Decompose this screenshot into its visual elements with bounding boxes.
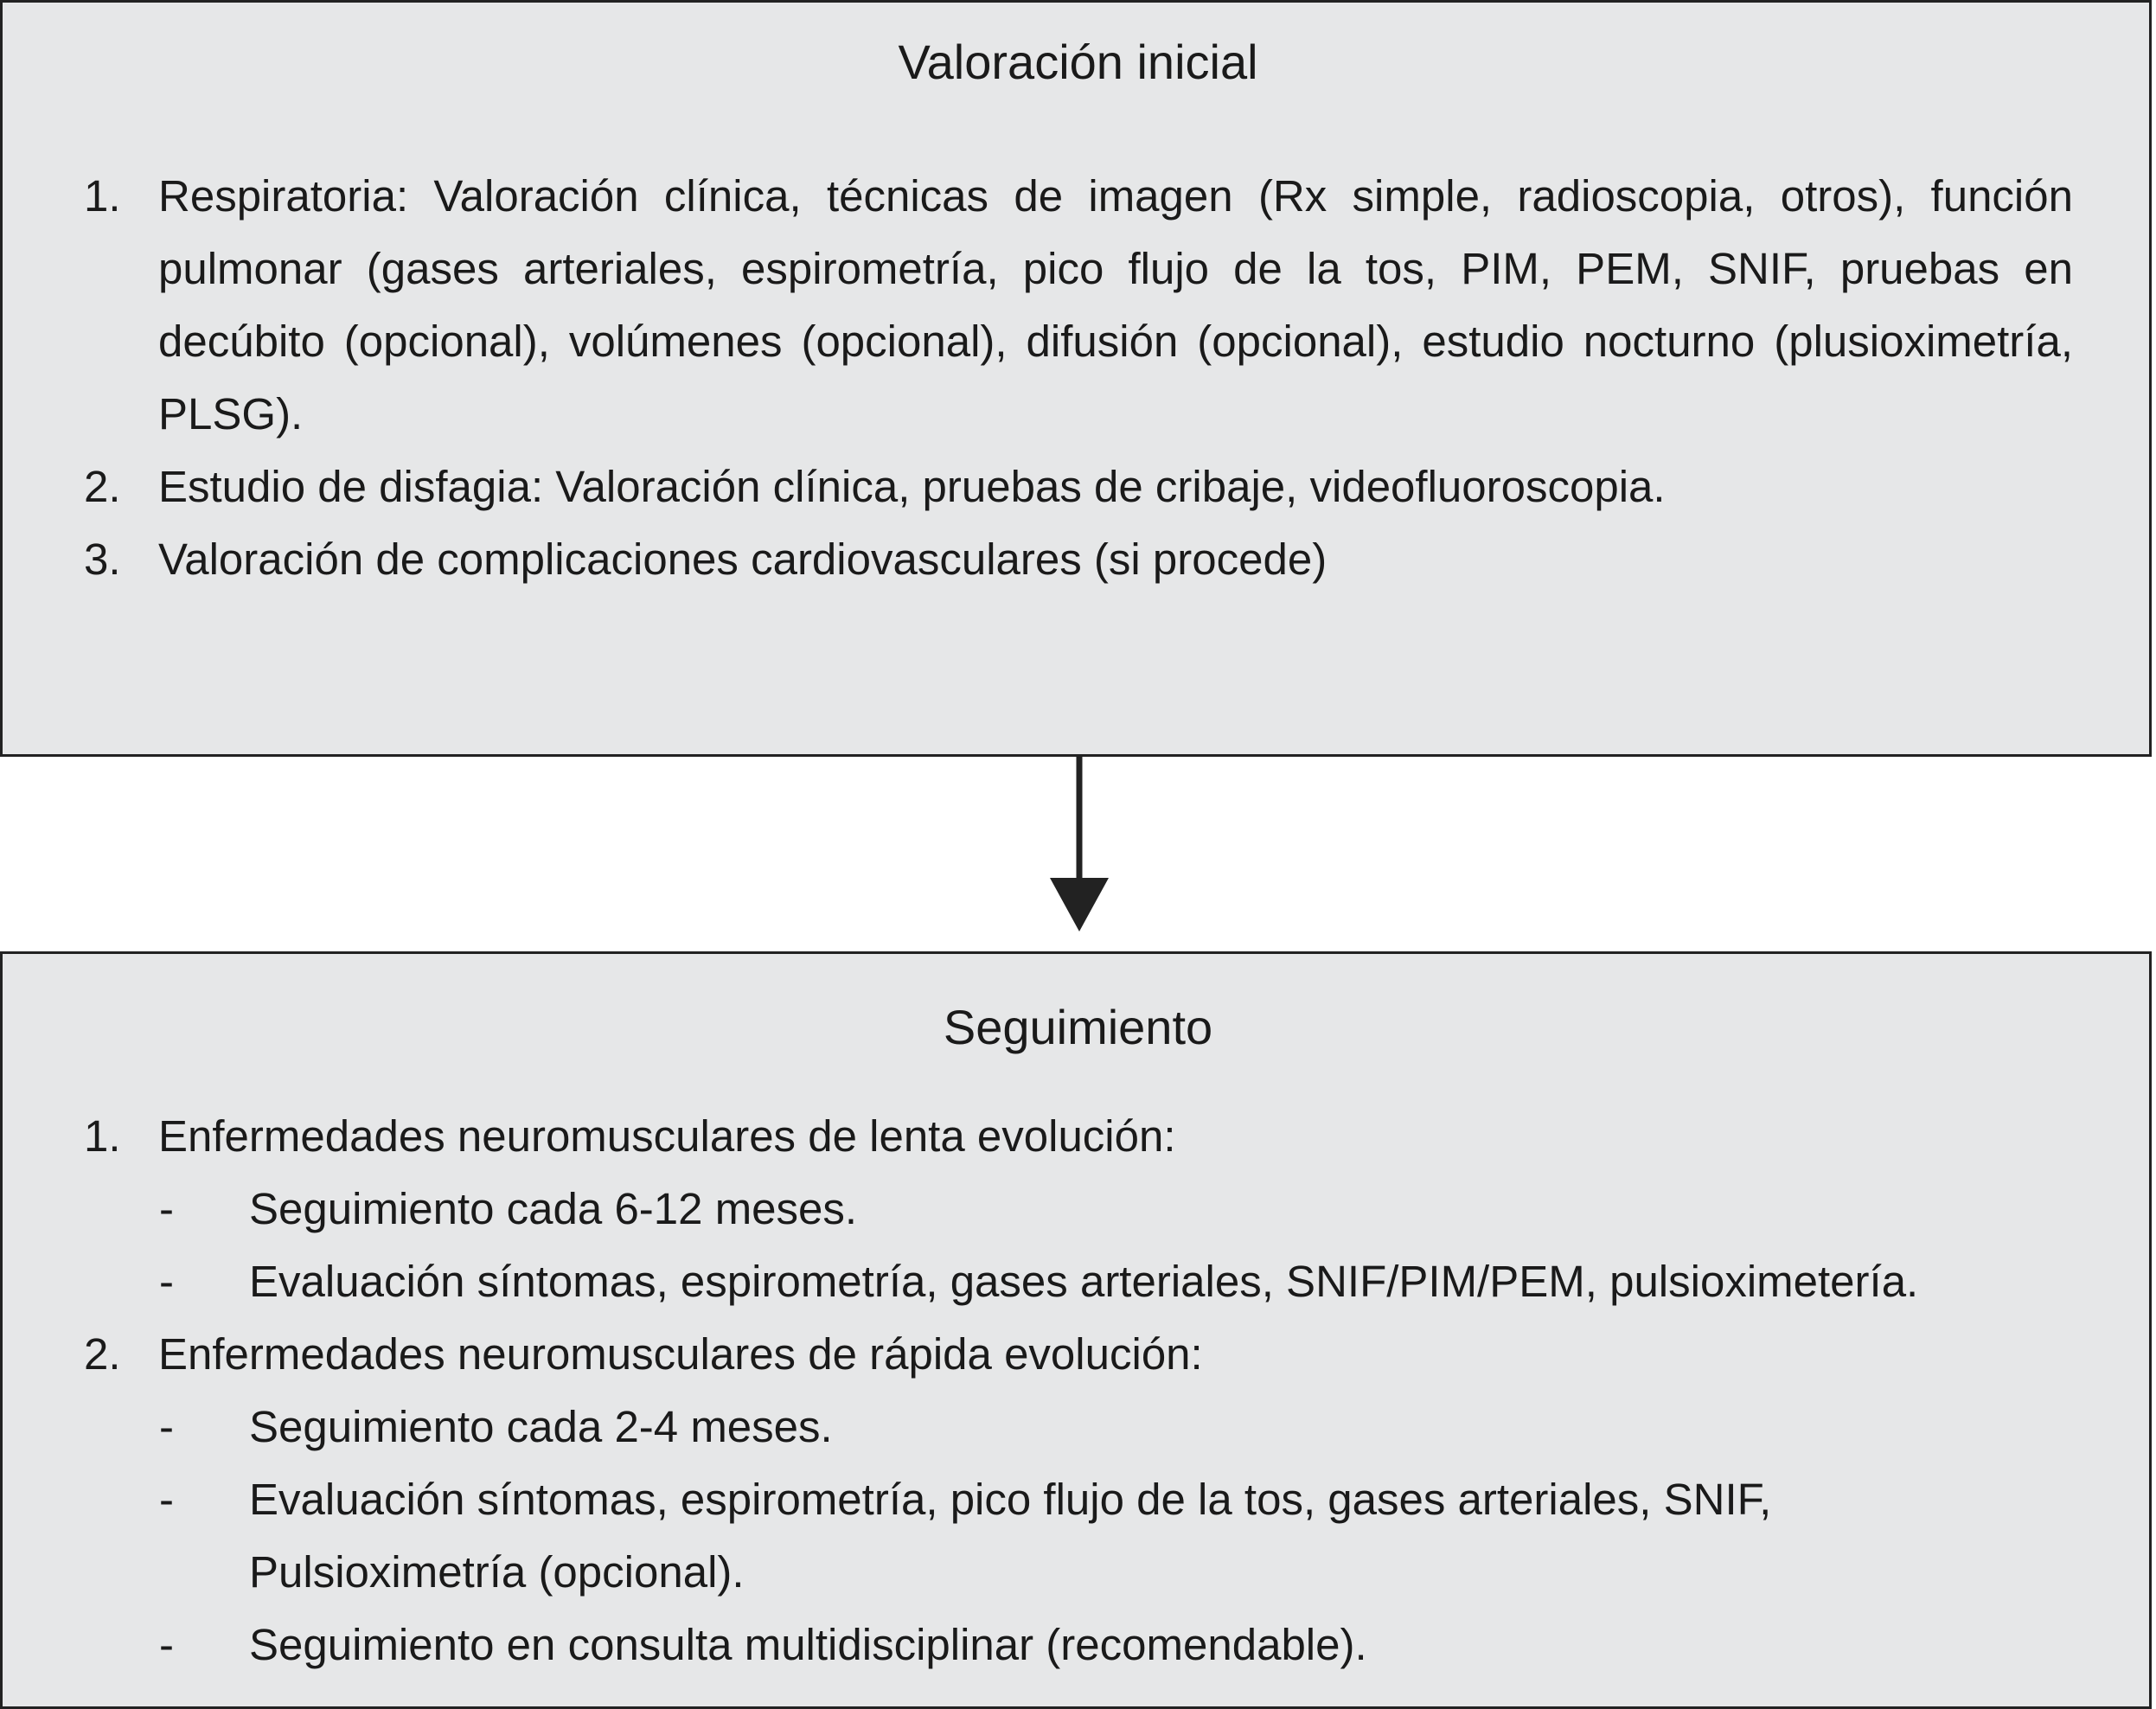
dash-bullet: - [159, 1402, 174, 1451]
dash-bullet: - [159, 1257, 174, 1306]
list-item [0, 1100, 2156, 1173]
sub-item [0, 1245, 2156, 1318]
sub-item [0, 1609, 2156, 1681]
list-item [0, 451, 2156, 523]
dash-bullet: - [159, 1475, 174, 1524]
list-item [0, 1318, 2156, 1391]
item-number: 2. [84, 1329, 121, 1379]
item-number: 1. [84, 1111, 121, 1161]
item-text: Respiratoria: Valoración clínica, técnicas de imagen (Rx simple, radioscopia, otros), función pulmonar (gases arteriales, espirometría, pico flujo de la tos, PIM, PEM, SNIF, pruebas en decúbito (opcional), volúmenes (opcional), difusión (opcional), estudio nocturno (plusioximetría, PLSG). [158, 171, 2073, 438]
item-number: 2. [84, 462, 121, 511]
sub-item-text: Evaluación síntomas, espirometría, pico flujo de la tos, gases arteriales, SNIF, Pulsioximetría (opcional). [249, 1475, 1772, 1597]
sub-item-text: Seguimiento cada 2-4 meses. [249, 1402, 833, 1451]
item-number: 1. [84, 171, 121, 221]
sub-item [0, 1173, 2156, 1245]
item-text: Estudio de disfagia: Valoración clínica, pruebas de cribaje, videofluoroscopia. [158, 462, 1666, 511]
list-item [0, 523, 2156, 596]
initial-assessment-list [0, 160, 2156, 596]
followup-title: Seguimiento [943, 1000, 1213, 1054]
list-item [0, 160, 2156, 451]
sub-item [0, 1391, 2156, 1463]
followup-list [0, 1100, 2156, 1681]
dash-bullet: - [159, 1184, 174, 1233]
item-text: Valoración de complicaciones cardiovasculares (si procede) [158, 534, 1328, 584]
sub-item-text: Seguimiento cada 6-12 meses. [249, 1184, 858, 1233]
sub-item-text: Seguimiento en consulta multidisciplinar (recomendable). [249, 1620, 1367, 1669]
sub-item [0, 1463, 2156, 1609]
item-number: 3. [84, 534, 121, 584]
initial-assessment-title: Valoración inicial [898, 35, 1258, 89]
dash-bullet: - [159, 1620, 174, 1669]
arrow-head [1050, 878, 1109, 931]
item-text: Enfermedades neuromusculares de rápida evolución: [158, 1329, 1203, 1379]
sub-item-text: Evaluación síntomas, espirometría, gases arteriales, SNIF/PIM/PEM, pulsioximetería. [249, 1257, 1919, 1306]
item-text: Enfermedades neuromusculares de lenta evolución: [158, 1111, 1176, 1161]
